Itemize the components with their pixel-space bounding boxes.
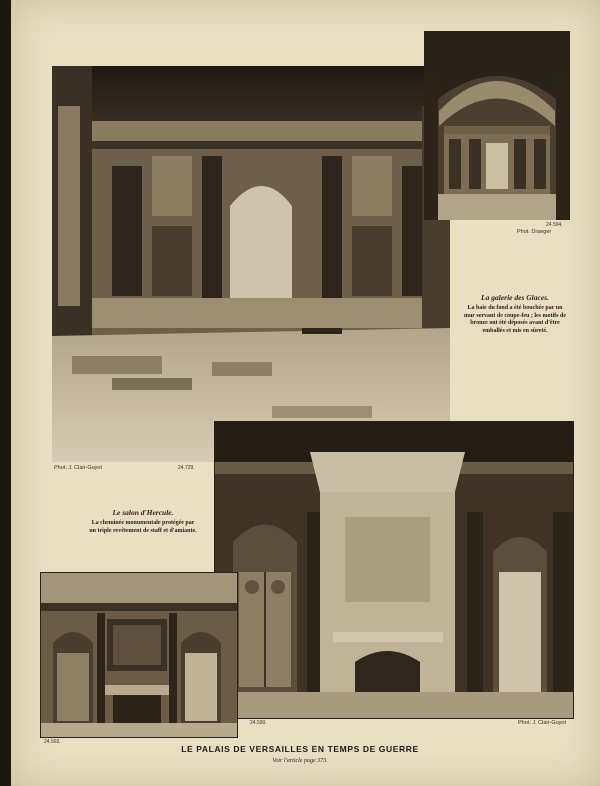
photo-credit-top-right: Phot. Draeger xyxy=(517,229,552,235)
photo-credit-fireplace: Phot. J. Clair-Guyot xyxy=(518,720,566,726)
photo-number-fireplace: 24.590. xyxy=(250,720,267,726)
caption-salon-title: Le salon d'Hercule. xyxy=(112,508,174,517)
photo-number-top-right: 24.594. xyxy=(546,222,563,228)
photo-number-bottom-left: 24.592. xyxy=(44,739,61,745)
galerie-ceiling-photo xyxy=(424,31,570,220)
salon-hercule-fireplace-photo xyxy=(214,421,574,719)
photo-credit-main: Phot. J. Clair-Guyot xyxy=(54,465,102,471)
caption-salon xyxy=(88,508,198,535)
photo-number-main: 24.729. xyxy=(178,465,195,471)
caption-salon-text: La cheminée monumentale protégée par un triple revêtement de staff et d'amiante. xyxy=(89,520,197,534)
salon-hercule-before-photo xyxy=(40,572,238,738)
caption-galerie-title: La galerie des Glaces. xyxy=(481,293,549,302)
caption-galerie-text: La baie du fond a été bouchée par un mur servant de coupe-feu ; les motifs de bronze ont été déposés avant d'être emballés et mis en sûreté. xyxy=(463,305,567,334)
caption-galerie xyxy=(462,293,568,335)
galerie-des-glaces-photo xyxy=(52,66,450,462)
page-headline: LE PALAIS DE VERSAILLES EN TEMPS DE GUERRE xyxy=(181,744,419,754)
see-article-note: Voir l'article page 373. xyxy=(272,758,328,764)
